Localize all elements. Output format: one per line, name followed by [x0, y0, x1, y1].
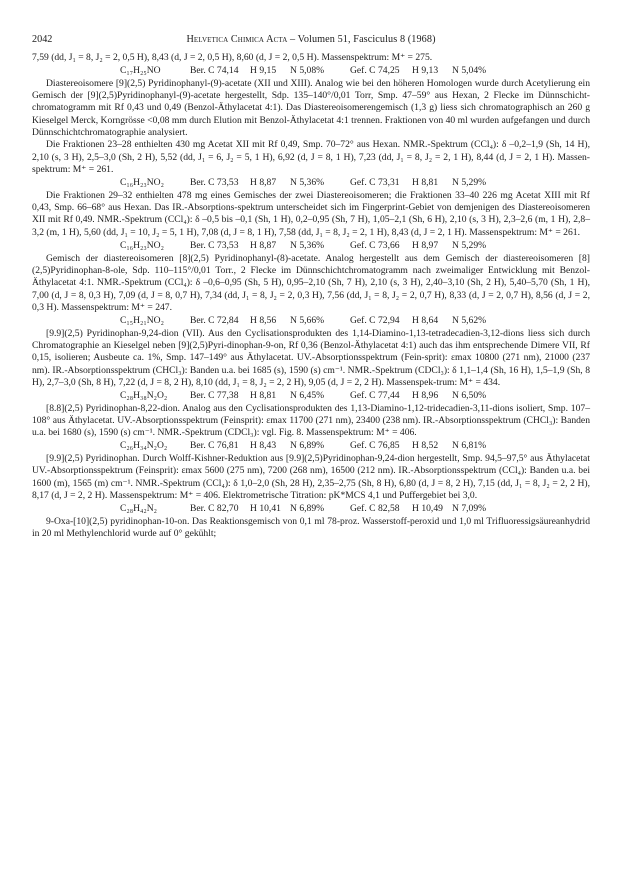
analysis-value: N 5,08%	[290, 64, 325, 76]
analysis-value: Gef. C 77,44	[350, 389, 400, 401]
analysis-value: Ber. C 82,70	[190, 502, 239, 514]
analysis-value: C₁₆H₂₃NO₂	[120, 239, 164, 251]
analysis-value: C₁₅H₂₁NO₂	[120, 314, 164, 326]
paragraph: [8.8](2,5) Pyridinophan-8,22-dion. Analog aus den Cyclisationsprodukten des 1,13-Diamino-1,12-tridecadien-3,11-dions isoliert, Smp. 107–108° aus Äthylacetat. UV.-Absorptionsspektrum (Feinsprit): εmax 11700 (271 nm), 23400 (238 nm). IR.-Absorptionsspektrum (CHCl₃): Banden u.a. bei 1680 (s), 1590 (s) cm⁻¹. NMR.-Spektrum (CDCl₃): vgl. Fig. 8. Massenspektrum: M⁺ = 406.	[32, 402, 590, 439]
paragraph: Die Fraktionen 23–28 enthielten 430 mg Acetat XII mit Rf 0,49, Smp. 70–72° aus Hexan. NMR.-Spektrum (CCl₄): δ –0,2–1,9 (Sh, 14 H), 2,10 (s, 3 H), 2,5–3,0 (Sh, 2 H), 5,52 (dd, J₁ = 6, J₂ = 5, 1 H), 6,92 (d, J = 8, 1 H), 7,23 (dd, J₁ = 8, J₂ = 2, 1 H), 8,44 (d, J = 2, 1 H). Massen-spektrum: M⁺ = 261.	[32, 139, 590, 176]
analysis-value: Ber. C 73,53	[190, 176, 239, 188]
analysis-value: C₂₆H₃₄N₂O₂	[120, 440, 168, 452]
analysis-value: H 9,13	[412, 64, 439, 76]
analysis-value: N 5,62%	[452, 314, 487, 326]
paragraph: [9.9](2,5) Pyridinophan. Durch Wolff-Kishner-Reduktion aus [9.9](2,5)Pyridinophan-9,24-dion hergestellt, Smp. 94,5–97,5° aus Äthylacetat UV.-Absorptionsspektrum (Feinsprit): εmax 5600 (275 nm), 7200 (268 nm), 16500 (212 nm). IR.-Absorptionsspektrum (CCl₄): Banden u.a. bei 1600 (m), 1565 (m) cm⁻¹. NMR.-Spektrum (CCl₄): δ 1,0–2,0 (Sh, 28 H), 2,35–2,75 (Sh, 8 H), 6,80 (d, J = 8, 2 H), 7,15 (dd, J₁ = 8, J₂ = 2, 2 H), 8,17 (d, J = 2, 2 H). Massenspektrum: M⁺ = 406. Elektrometrische Titration: pK*MCS 4,1 und Puffergebiet bei 3,0.	[32, 453, 590, 502]
analysis-value: Gef. C 72,94	[350, 314, 400, 326]
analysis-value: H 8,43	[250, 440, 277, 452]
analysis-value: C₂₈H₃₈N₂O₂	[120, 389, 168, 401]
analysis-value: Gef. C 76,85	[350, 440, 400, 452]
journal-page	[32, 34, 590, 540]
elemental-analysis	[32, 315, 590, 327]
analysis-value: H 8,87	[250, 239, 277, 251]
analysis-value: Gef. C 74,25	[350, 64, 400, 76]
elemental-analysis	[32, 65, 590, 77]
analysis-value: N 6,89%	[290, 502, 325, 514]
elemental-analysis	[32, 240, 590, 252]
analysis-value: H 8,64	[412, 314, 439, 326]
analysis-value: H 8,81	[412, 176, 439, 188]
analysis-value: H 8,52	[412, 440, 439, 452]
analysis-value: H 8,87	[250, 176, 277, 188]
analysis-value: Ber. C 74,14	[190, 64, 239, 76]
analysis-value: N 6,89%	[290, 440, 325, 452]
paragraph: 9-Oxa-[10](2,5) pyridinophan-10-on. Das Reaktionsgemisch von 0,1 ml 78-proz. Wasserstoff-peroxid und 1,0 ml Trifluoressigsäureanhydrid in 20 ml Methylenchlorid wurde auf 0° gekühlt;	[32, 515, 590, 540]
analysis-value: Gef. C 82,58	[350, 502, 400, 514]
analysis-value: C₂₈H₄₂N₂	[120, 502, 157, 514]
analysis-value: Ber. C 77,38	[190, 389, 239, 401]
analysis-value: N 5,04%	[452, 64, 487, 76]
analysis-value: N 7,09%	[452, 502, 487, 514]
analysis-value: Ber. C 73,53	[190, 239, 239, 251]
elemental-analysis	[32, 390, 590, 402]
analysis-value: Gef. C 73,31	[350, 176, 400, 188]
journal-title	[72, 34, 550, 46]
paragraph: Gemisch der diastereoisomeren [8](2,5) Pyridinophanyl-(8)-acetate. Analog hergestellt aus dem Gemisch der diastereoisomeren [8](2,5)Pyridinophan-8-ole, Sdp. 110–115°/0,01 Torr., 2 Flecke im Dünnschichtchromatogramm nach zweimaliger Entwicklung mit Benzol-Äthylacetat 4:1. NMR.-Spektrum (CCl₄): δ –0,6–0,95 (Sh, 5 H), 0,95–2,10 (Sh, 7 H), 2,10 (s, 3 H), 2,40–3,10 (Sh, 2 H), 5,40–5,70 (Sh, 1 H), 7,00 (d, J = 8, 0,3 H), 7,09 (d, J = 8, 0,7 H), 7,34 (dd, J₁ = 8, J₂ = 2, 0,3 H), 7,56 (dd, J₁ = 8, J₂ = 2, 0,7 H), 8,33 (d, J = 2, 0,7 H), 8,56 (d, J = 2, 0,3 H). Massenspektrum: M⁺ = 247.	[32, 252, 590, 313]
analysis-value: C₁₆H₂₃NO₂	[120, 176, 164, 188]
body-text	[32, 52, 590, 540]
journal-volume: – Volumen 51, Fasciculus 8 (1968)	[290, 34, 436, 45]
analysis-value: H 8,97	[412, 239, 439, 251]
analysis-value: N 5,36%	[290, 176, 325, 188]
page-number: 2042	[32, 34, 53, 45]
analysis-value: N 5,29%	[452, 176, 487, 188]
paragraph: 7,59 (dd, J₁ = 8, J₂ = 2, 0,5 H), 8,43 (d, J = 2, 0,5 H), 8,60 (d, J = 2, 0,5 H). Massenspektrum: M⁺ = 275.	[32, 52, 433, 63]
analysis-value: N 6,50%	[452, 389, 487, 401]
running-header	[32, 34, 590, 48]
journal-name: Helvetica Chimica Acta	[186, 34, 288, 45]
analysis-value: N 5,29%	[452, 239, 487, 251]
analysis-value: N 5,36%	[290, 239, 325, 251]
analysis-value: H 10,49	[412, 502, 443, 514]
analysis-value: N 6,45%	[290, 389, 325, 401]
analysis-value: H 10,41	[250, 502, 281, 514]
analysis-value: C₁₇H₂₅NO	[120, 64, 161, 76]
paragraph: [9.9](2,5) Pyridinophan-9,24-dion (VII). Aus den Cyclisationsprodukten des 1,14-Diamino-1,13-tetradecadien-3,12-dions liess sich durch Chromatographie an Kieselgel neben [9](2,5)Pyri-dinophan-9-on, Rf 0,36 (Benzol-Äthylacetat 4:1) auch das ihm entsprechende Dimere VII, Rf 0,15, isolieren; Ausbeute ca. 1%, Smp. 147–149° aus Äthylacetat. UV.-Absorptionsspektrum (Fein-sprit): εmax 10800 (271 nm), 21000 (237 nm). IR.-Absorptionsspektrum (CHCl₃): Banden u.a. bei 1685 (s), 1590 (s) cm⁻¹. NMR.-Spektrum (CDCl₃): δ 1,1–1,4 (Sh, 16 H), 1,5–1,9 (Sh, 8 H), 2,7–3,0 (Sh, 8 H), 7,22 (d, J = 8, 2 H), 8,10 (dd, J₁ = 8, J₂ = 2, 2 H), 9,05 (d, J = 2, 2 H). Massenspek-trum: M⁺ = 434.	[32, 327, 590, 388]
analysis-value: H 8,56	[250, 314, 277, 326]
analysis-value: Ber. C 76,81	[190, 440, 239, 452]
analysis-value: N 5,66%	[290, 314, 325, 326]
elemental-analysis	[32, 503, 590, 515]
analysis-value: Gef. C 73,66	[350, 239, 400, 251]
analysis-value: H 8,81	[250, 389, 277, 401]
paragraph: Diastereoisomere [9](2,5) Pyridinophanyl-(9)-acetate (XII und XIII). Analog wie bei den höheren Homologen wurde durch Acetylierung ein Gemisch der [9](2,5)Pyridinophanyl-(9)-acetate hergestellt, Sdp. 135–140°/0,01 Torr, Smp. 47–59° aus Hexan, 2 Flecke im Dünnschicht-chromatogramm mit Rf 0,43 und 0,49 (Benzol-Äthylacetat 4:1). Das Diastereoisomerengemisch (1,3 g) liess sich chromatographisch an 260 g Kieselgel Merck, Korngrösse <0,08 mm durch Elution mit Benzol-Äthylacetat 4:1 trennen. Fraktionen von 40 ml wurden aufgefangen und durch Dünnschichtchromatographie analysiert.	[32, 77, 590, 139]
elemental-analysis	[32, 440, 590, 452]
paragraph: Die Fraktionen 29–32 enthielten 478 mg eines Gemisches der zwei Diastereoisomeren; die Fraktionen 33–40 226 mg Acetat XIII mit Rf 0,43, Smp. 66–68° aus Hexan. Das IR.-Absorptions-spektrum unterscheidet sich im Fingerprint-Gebiet von demjenigen des Diastereoisomeren XII mit Rf 0,49. NMR.-Spektrum (CCl₄): δ –0,5 bis –0,1 (Sh, 1 H), 0,2–0,95 (Sh, 7 H), 1,05–2,1 (Sh, 6 H), 2,10 (s, 3 H), 2,3–2,6 (m, 1 H), 2,8–3,2 (m, 1 H), 5,60 (dd, J₁ = 10, J₂ = 5, 1 H), 7,08 (d, J = 8, 1 H), 7,58 (dd, J₁ = 8, J₂ = 2, 1 H), 8,43 (d, J = 2, 1 H). Massenspektrum: M⁺ = 261.	[32, 189, 590, 238]
analysis-value: H 9,15	[250, 64, 277, 76]
elemental-analysis	[32, 177, 590, 189]
analysis-value: N 6,81%	[452, 440, 487, 452]
analysis-value: H 8,96	[412, 389, 439, 401]
analysis-value: Ber. C 72,84	[190, 314, 239, 326]
